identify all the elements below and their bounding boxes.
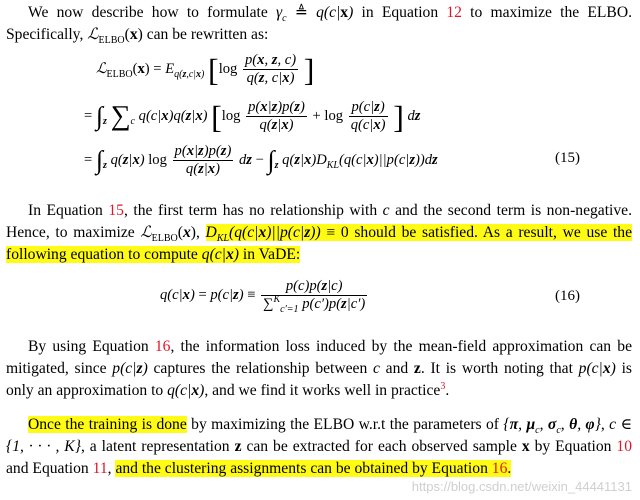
equation-link[interactable]: 15	[108, 202, 124, 219]
paragraph-2: In Equation 15, the first term has no relationship with c and the second term is non-negative. Hence, to maximize ℒ$_{ELBO}$(x), $D_{KL}(q(c|x)||p(c|z)) \equiv 0$ should be satisfied. As a result, we use the following equation to compute q(c|x) in VaDE:	[6, 202, 632, 263]
equation-15-line3: = $\int_z$ q(z|x) log $\frac{p(x|z)p(z)}{q(z|x)}$ dz − $\int_z$ $q(z|x)D_{KL}(q(c|x)||p(c|z))dz$	[84, 143, 438, 177]
gamma-expr: $\gamma_c$ ≜ q(c|x)	[276, 4, 354, 25]
equation-link[interactable]: 12	[446, 4, 462, 21]
watermark: https://blog.csdn.net/weixin_44441131	[411, 479, 632, 494]
paragraph-4: Once the training is done by maximizing the ELBO w.r.t the parameters of {π, $\mu_c$, $\sigma_c$, θ, φ}, c ∈ {1, · · · , K}, a latent representation z can be extracted for each observed sample x by Equation 10 and Equation 11, and the clustering assignments can be obtained by Equation 16.	[6, 416, 633, 477]
intro-paragraph: We now describe how to formulate $\gamma_c$ ≜ q(c|x) in Equation 12 to maximize the ELBO. Specifically, ℒ$_{ELBO}$(x) can be rewritten as:	[6, 4, 632, 47]
equation-15-line2: = $\int_z$ $\sum_c$ q(c|x)q(z|x) [log $\frac{p(x|z)p(z)}{q(z|x)}$ + log $\frac{p(c|z)}{q(c|x)}$ ] dz	[84, 98, 421, 135]
equation-15-number: (15)	[555, 150, 580, 166]
equation-16-number: (16)	[555, 288, 580, 304]
highlight-clustering: and the clustering assignments can be obtained by Equation 16.	[115, 460, 512, 477]
equation-link[interactable]: 10	[616, 438, 632, 455]
footnote-link[interactable]: 3	[440, 380, 446, 392]
equation-15-line1: ℒ$_{ELBO}$(x) = $E_{q(z,c|x)}$ [log $\frac{p(x, z, c)}{q(z, c|x)}$ ]	[96, 51, 315, 88]
elbo-expr: ℒ$_{ELBO}$(x)	[87, 26, 143, 47]
highlight-training-done: Once the training is done	[28, 416, 187, 433]
equation-16: q(c|x) = p(c|z) ≡ $\frac{p(c)p(z|c)}{\sum^K_{c'=1} p(c')p(z|c')}$	[160, 278, 366, 315]
highlight-kl-condition: $D_{KL}(q(c|x)||p(c|z)) \equiv 0$ should be satisfied. As a result, we use the following equation to compute	[6, 224, 632, 263]
equation-link[interactable]: 16	[154, 338, 171, 355]
equation-link[interactable]: 16	[491, 460, 508, 477]
paragraph-3: By using Equation 16, the information loss induced by the mean-field approximation can be mitigated, since p(c|z) captures the relationship between c and z. It is worth noting that p(c|x) is only an approximation to q(c|x), and we find it works well in practice$^3$.	[6, 338, 633, 399]
equation-link[interactable]: 11	[92, 460, 108, 477]
highlight-qcx: q(c|x)	[201, 246, 239, 263]
